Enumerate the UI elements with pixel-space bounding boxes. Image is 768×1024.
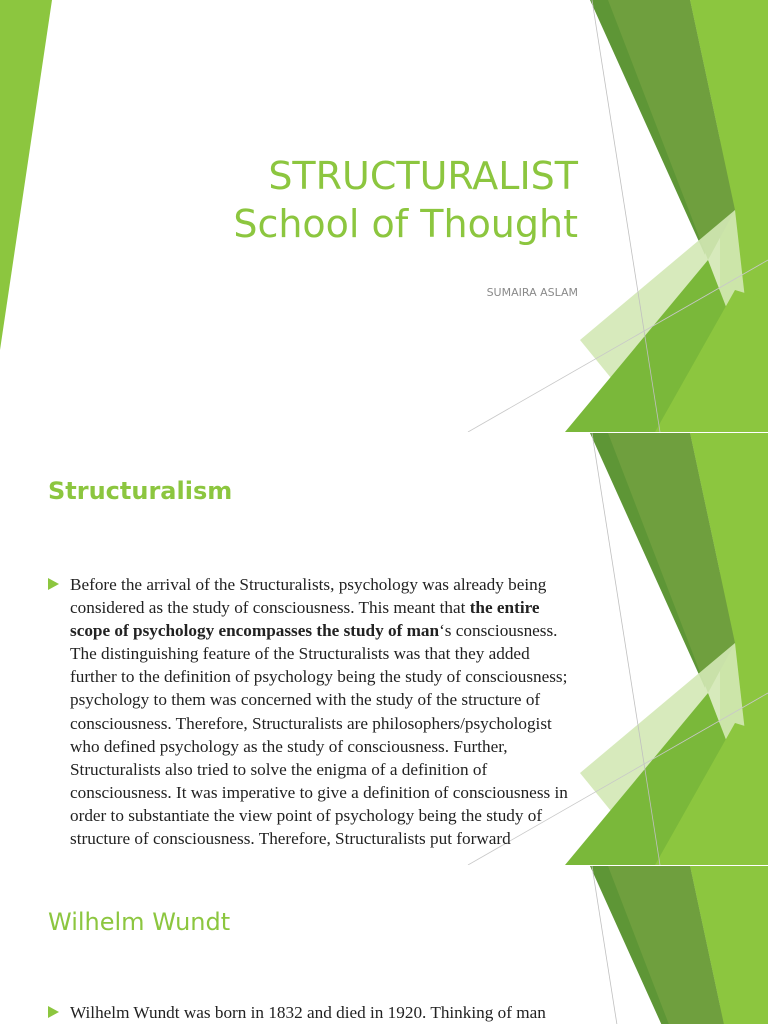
bullet-text-part-1: Before the arrival of the Structuralists, psychology was already being considered as the study of consciousness. This meant that <box>70 575 547 618</box>
bullet-item <box>48 573 568 865</box>
bullet-text-bold: the entire scope of psychology encompasses the study of man <box>70 598 540 641</box>
slide-heading: Structuralism <box>48 477 233 505</box>
presentation-title <box>233 152 578 248</box>
bullet-item <box>48 1001 568 1024</box>
structuralism-slide <box>0 433 768 865</box>
title-line-2: School of Thought <box>233 202 578 246</box>
bullet-text <box>70 573 568 850</box>
author-name: SUMAIRA ASLAM <box>486 286 578 299</box>
wundt-slide <box>0 866 768 1024</box>
slide-heading: Wilhelm Wundt <box>48 908 231 936</box>
triangle-bullet-icon <box>48 578 59 590</box>
bullet-text: Wilhelm Wundt was born in 1832 and died in 1920. Thinking of man <box>70 1003 546 1022</box>
title-slide <box>0 0 768 432</box>
title-line-1: STRUCTURALIST <box>268 154 578 198</box>
bullet-text-part-2: ‘s consciousness. The distinguishing feature of the Structuralists was that they added further to the definition of psychology being the study of consciousness; psychology to them was concerned with the study of the structure of consciousness. Therefore, Structuralists are philosophers/psychologist who defined psychology as the study of consciousness. Further, Structuralists also tried to solve the enigma of a definition of consciousness. It was imperative to give a definition of consciousness in order to substantiate the view point of psychology being the study of structure of consciousness. Therefore, Structuralists put forward <box>70 621 568 849</box>
triangle-bullet-icon <box>48 1006 59 1018</box>
